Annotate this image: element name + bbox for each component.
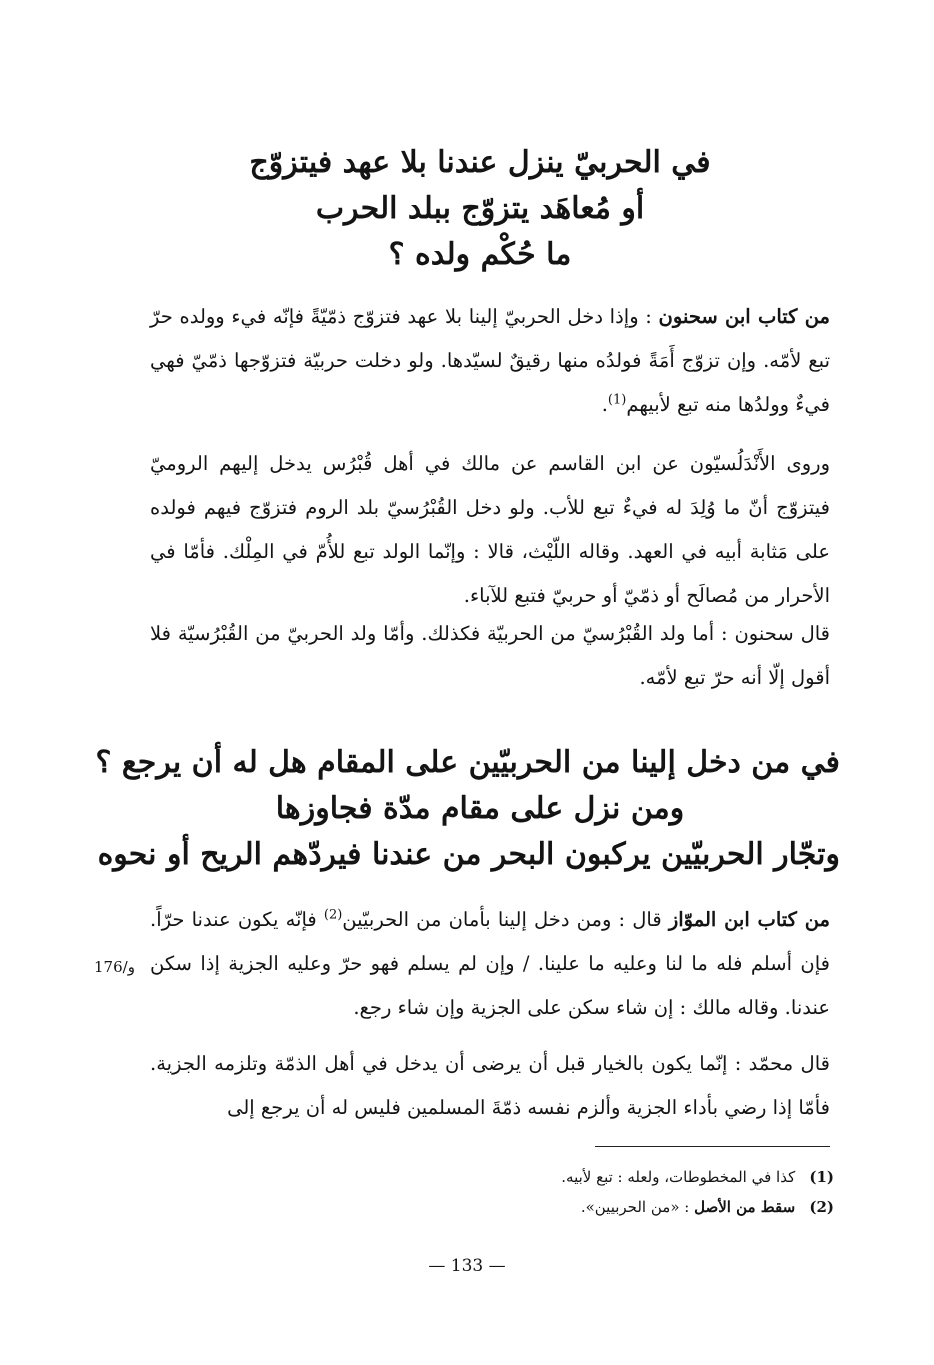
paragraph-text: قال : ومن دخل إلينا بأمان من الحربيّين xyxy=(342,908,669,931)
footnote-ref: (1) xyxy=(607,392,627,408)
paragraph xyxy=(150,898,830,1030)
footnote-divider xyxy=(595,1146,830,1147)
paragraph xyxy=(150,295,830,427)
paragraph-text: قال سحنون : أما ولد القُبْرُسيّ من الحربيّة فكذلك. وأمّا ولد الحربيّ من القُبْرُسيّة فلا أقول إلّا أنه حرّ تبع لأمّه. xyxy=(150,622,830,689)
heading-line: في الحربيّ ينزل عندنا بلا عهد فيتزوّج xyxy=(249,145,711,180)
footnote xyxy=(234,1166,834,1188)
paragraph-text: : وإذا دخل الحربيّ إلينا بلا عهد فتزوّج ذمّيّةً فإنّه فيء وولده حرّ تبع لأمّه. وإن تزوّج أَمَةً فولدُه منها رقيقٌ لسيّدها. ولو دخلت حربيّة فتزوّجها ذمّيّ فهي فيءٌ وولدُها منه تبع لأبيهم xyxy=(150,305,830,416)
paragraph xyxy=(150,442,830,618)
footnote-ref: (2) xyxy=(323,907,343,923)
footnote-number: (2) xyxy=(809,1198,834,1216)
paragraph xyxy=(150,1042,830,1130)
paragraph-text: قال محمّد : إنّما يكون بالخيار قبل أن يرضى أن يدخل في أهل الذمّة وتلزمه الجزية. فأمّا إذا رضي بأداء الجزية وألزم نفسه ذمّةَ المسلمين فليس له أن يرجع إلى xyxy=(150,1052,830,1119)
footnote-text: كذا في المخطوطات، ولعله : تبع لأبيه. xyxy=(561,1168,796,1186)
footnote xyxy=(234,1196,834,1218)
footnote-label: سقط من الأصل xyxy=(694,1198,796,1216)
footnote-number: (1) xyxy=(809,1168,834,1186)
source-citation: من كتاب ابن الموّاز xyxy=(668,908,830,931)
paragraph-text: وروى الأَنْدَلُسيّون عن ابن القاسم عن مالك في أهل قُبْرُس يدخل إليهم الروميّ فيتزوّج أنّ ما وُلِدَ له فيءٌ تبع للأب. ولو دخل القُبْرُسيّ بلد الروم فتزوّج فيهم فولده على مَثابة أبيه في العهد. وقاله اللّيْث، قالا : وإنّما الولد تبع للأُمّ في المِلْك. فأمّا في الأحرار من مُصالَح أو ذمّيّ أو حربيّ فتبع للآباء. xyxy=(150,452,830,607)
paragraph-text-rest: فإنّه يكون عندنا حرّاً. فإن أسلم فله ما لنا وعليه ما علينا. / وإن لم يسلم فهو حرّ وعليه الجزية إذا سكن عندنا. وقاله مالك : إن شاء سكن على الجزية وإن شاء رجع. xyxy=(150,908,830,1019)
footnote-text: : «من الحربيين». xyxy=(580,1198,695,1216)
paragraph xyxy=(150,612,830,700)
heading-line: وتجّار الحربيّين يركبون البحر من عندنا فيردّهم الريح أو نحوه xyxy=(97,837,840,872)
heading-line: ما حُكْم ولده ؟ xyxy=(388,237,572,272)
heading-line: ومن نزل على مقام مدّة فجاوزها xyxy=(275,791,685,826)
page-number: — 133 — xyxy=(428,1256,506,1276)
section-2-heading xyxy=(95,740,840,878)
section-1-heading xyxy=(120,140,840,278)
paragraph-end: . xyxy=(601,393,608,416)
folio-margin-note: 176/و xyxy=(94,958,135,976)
source-citation: من كتاب ابن سحنون xyxy=(658,305,830,328)
heading-line: أو مُعاهَد يتزوّج ببلد الحرب xyxy=(315,191,645,226)
heading-line: في من دخل إلينا من الحربيّين على المقام هل له أن يرجع ؟ xyxy=(95,745,840,780)
